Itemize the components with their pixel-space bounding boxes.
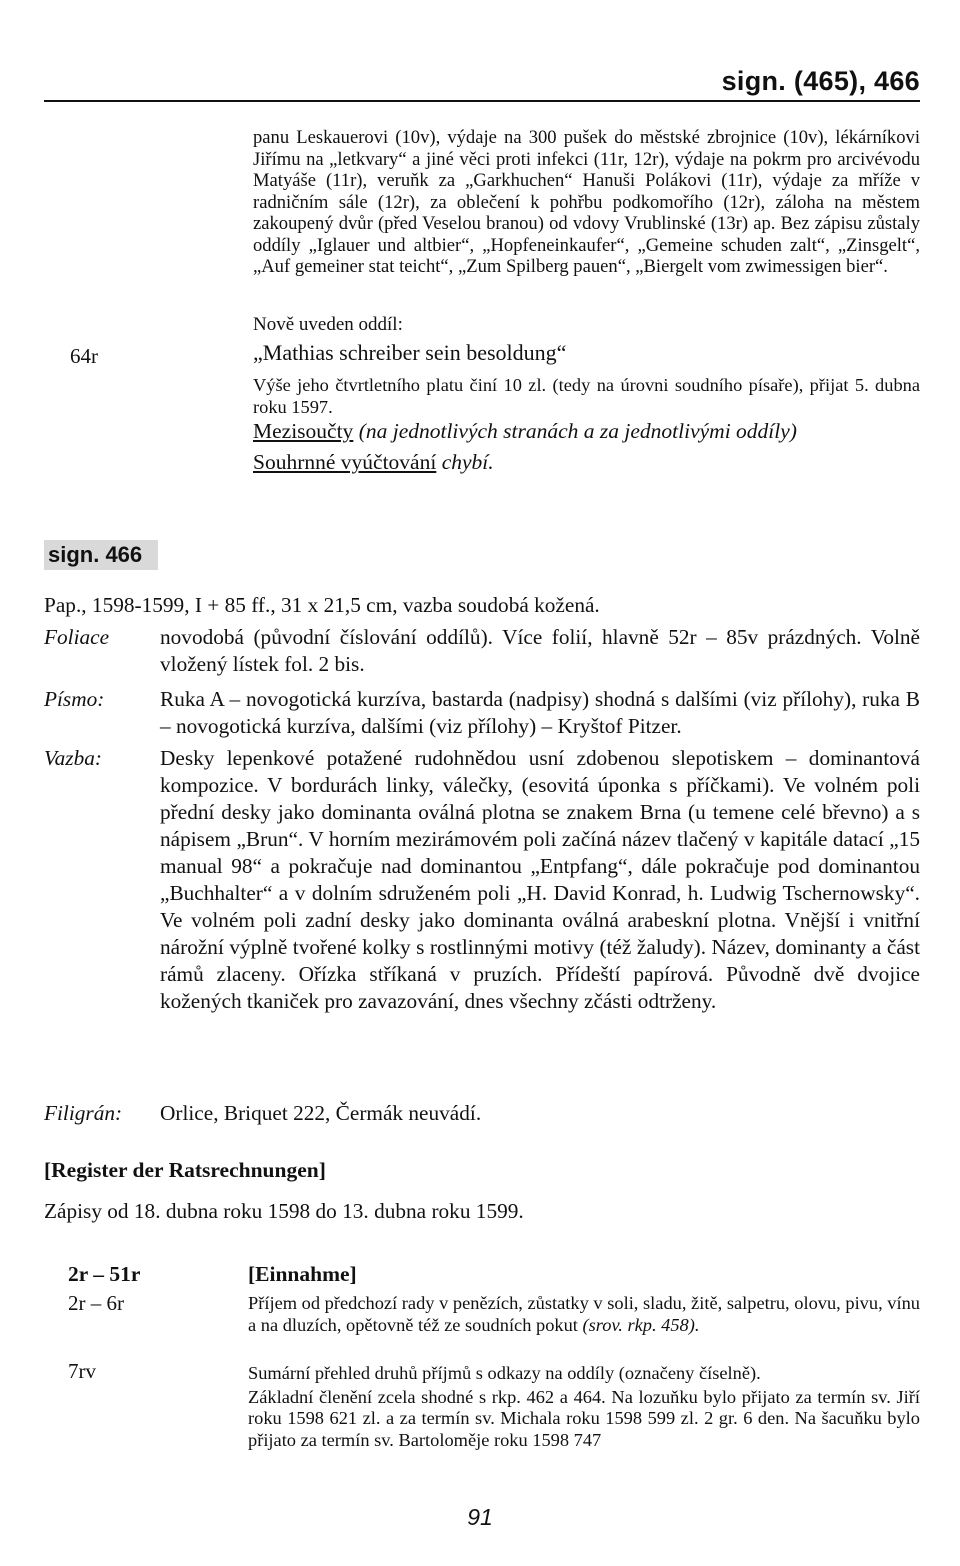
toc-folio: 2r – 6r	[68, 1291, 124, 1315]
toc-text	[248, 1293, 920, 1336]
entries-range: Zápisy od 18. dubna roku 1598 do 13. dubna roku 1599.	[44, 1199, 524, 1223]
foliace-label: Foliace	[44, 625, 110, 649]
toc-text-summary: Sumární přehled druhů příjmů s odkazy na oddíly (označeny číselně).	[248, 1363, 761, 1383]
subtotals-label: Mezisoučty	[253, 419, 354, 443]
register-title: [Register der Ratsrechnungen]	[44, 1158, 326, 1182]
salary-text: Výše jeho čtvrtletního platu činí 10 zl. (tedy na úrovni soudního písaře), přijat 5. dubna roku 1597.	[253, 375, 920, 417]
running-title: sign. (465), 466	[721, 66, 920, 96]
filigran-text: Orlice, Briquet 222, Čermák neuvádí.	[160, 1101, 482, 1125]
summary-line	[253, 450, 920, 475]
filigran-label: Filigrán:	[44, 1101, 123, 1125]
continuation-paragraph	[253, 127, 920, 278]
toc-text-ref: (srov. rkp. 458).	[582, 1314, 700, 1335]
header-rule	[44, 100, 920, 102]
toc-head-folio: 2r – 51r	[68, 1262, 141, 1286]
subtotals-note: (na jednotlivých stranách a za jednotlivými oddíly)	[358, 419, 797, 443]
page-number: 91	[467, 1504, 493, 1530]
vazba-label: Vazba:	[44, 746, 102, 770]
toc-folio: 7rv	[68, 1359, 96, 1383]
toc-text-main: Příjem od předchozí rady v penězích, zůstatky v soli, sladu, žitě, salpetru, olovu, pivu, vínu a na dluzích, opětovně též ze soudních pokut	[248, 1293, 920, 1335]
continuation-text: panu Leskauerovi (10v), výdaje na 300 pušek do městské zbrojnice (10v), lékárníkovi Jiřímu na „letkvary“ a jiné věci proti infekci (11r, 12r), výdaje na pokrm pro arcivévodu Matyáše (11r), veruňk za „Garkhuchen“ Hanuši Polákovi (11r), výdaje za mříže v radničním sále (12r), za oblečení k pohřbu podkomořího (12r), záloha na městem zakoupený dvůr (před Veselou branou) od vdovy Vrublinské (13r) ap. Bez zápisu zůstaly oddíly „Iglauer und altbier“, „Hopfeneinkaufer“, „Gemeine schuden zalt“, „Zinsgelt“, „Auf gemeiner stat teicht“, „Zum Spilberg pauen“, „Biergelt vom zwimessigen bier“.	[253, 127, 920, 277]
section-heading-sign-466: sign. 466	[44, 540, 158, 570]
subtotals-line	[253, 419, 920, 444]
new-section-label: Nově uveden oddíl:	[253, 314, 403, 335]
summary-label: Souhrnné vyúčtování	[253, 450, 437, 474]
foliace-text: novodobá (původní číslování oddílů). Více folií, hlavně 52r – 85v prázdných. Volně vložený lístek fol. 2 bis.	[160, 625, 920, 676]
toc-head-title: [Einnahme]	[248, 1262, 357, 1286]
vazba-text: Desky lepenkové potažené rudohnědou usní zdobenou slepotiskem – dominantová kompozice. V bordurách linky, válečky, (esovitá úponka s příčkami). Ve volném poli přední desky jako dominanta oválná plotna se znakem Brna (u temene celé břevno) a s nápisem „Brun“. V horním mezirámovém poli začíná název tlačený v kapitále datací „15 manual 98“ a pokračuje nad dominantou „Entpfang“, dále pokračuje pod dominantou „Buchhalter“ a v dolním sdruženém poli „H. David Konrad, h. Ludwig Tschernowsky“. Ve volném poli zadní desky jako dominanta oválná arabeskní plotna. Vnější i vnitřní nárožní výplně tvořené kolky s rostlinnými motivy (též žaludy). Název, dominanty a část rámů zlaceny. Ořízka stříkaná v pruzích. Přídeští papírová. Původně dvě dvojice kožených tkaniček pro zavazování, dnes všechny zčásti odtrženy.	[160, 746, 920, 1013]
summary-note: chybí.	[441, 450, 494, 474]
physical-description: Pap., 1598-1599, I + 85 ff., 31 x 21,5 cm, vazba soudobá kožená.	[44, 593, 600, 617]
toc-text-detail: Základní členění zcela shodné s rkp. 462 a 464. Na lozuňku bylo přijato za termín sv. Jiří roku 1598 621 zl. a za termín sv. Michala roku 1598 599 zl. 2 gr. 6 den. Na šacuňku bylo přijato za termín sv. Bartoloměje roku 1598 747	[248, 1386, 920, 1450]
toc-text	[248, 1363, 920, 1453]
pismo-label: Písmo:	[44, 687, 105, 711]
section-title-mathias: „Mathias schreiber sein besoldung“	[253, 340, 567, 365]
folio-64r: 64r	[70, 344, 98, 368]
pismo-text: Ruka A – novogotická kurzíva, bastarda (nadpisy) shodná s dalšími (viz přílohy), ruka B – novogotická kurzíva, dalšími (viz přílohy) – Kryštof Pitzer.	[160, 687, 920, 738]
page-header	[44, 66, 920, 102]
